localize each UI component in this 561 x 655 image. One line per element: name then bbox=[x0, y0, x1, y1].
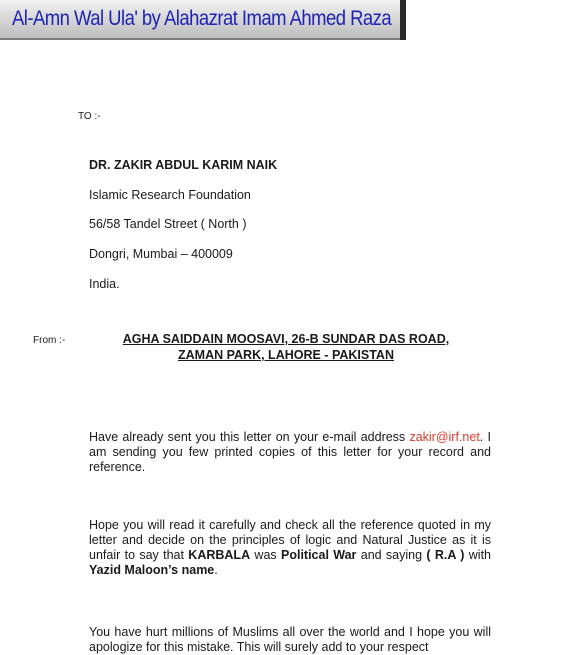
para2-text-4: with bbox=[464, 548, 491, 562]
paragraph-3: You have hurt millions of Muslims all over the world and I hope you will apologize for this mistake. This will surely add to your respect bbox=[89, 625, 491, 654]
sender-line-2: ZAMAN PARK, LAHORE - PAKISTAN bbox=[178, 348, 394, 362]
banner-edge bbox=[400, 0, 406, 40]
para2-text-2: was bbox=[250, 548, 281, 562]
para2-karbala: KARBALA bbox=[188, 548, 251, 562]
recipient-org: Islamic Research Foundation bbox=[89, 188, 251, 202]
para2-political-war: Political War bbox=[281, 548, 357, 562]
para1-text-a: Have already sent you this letter on your e-mail address bbox=[89, 430, 406, 444]
header-banner bbox=[0, 0, 406, 40]
paragraph-1 bbox=[89, 430, 491, 475]
recipient-country: India. bbox=[89, 277, 120, 291]
para2-text-3: and saying bbox=[356, 548, 427, 562]
recipient-name: DR. ZAKIR ABDUL KARIM NAIK bbox=[89, 158, 278, 172]
email-link[interactable]: zakir@irf.net bbox=[409, 430, 480, 444]
recipient-city: Dongri, Mumbai – 400009 bbox=[89, 247, 233, 261]
recipient-street: 56/58 Tandel Street ( North ) bbox=[89, 217, 247, 231]
from-label: From :- bbox=[33, 335, 66, 346]
para2-ra: ( R.A ) bbox=[426, 548, 465, 562]
para1-text-b: . I am sending you few printed copies of this letter for your record and reference. bbox=[89, 430, 491, 474]
para2-text-5: . bbox=[214, 563, 218, 577]
para2-yazid: Yazid Maloon’s name bbox=[89, 563, 215, 577]
to-label: TO :- bbox=[78, 111, 101, 122]
paragraph-2 bbox=[89, 518, 491, 578]
sender-address bbox=[86, 331, 486, 363]
sender-line-1: AGHA SAIDDAIN MOOSAVI, 26-B SUNDAR DAS ROAD, bbox=[122, 332, 450, 346]
para2-text-1: Hope you will read it carefully and check all the reference quoted in my letter and decide on the principles of logic and Natural Justice as it is unfair to say that bbox=[89, 518, 491, 562]
banner-title: Al-Amn Wal Ula' by Alahazrat Imam Ahmed Raza bbox=[12, 7, 392, 30]
